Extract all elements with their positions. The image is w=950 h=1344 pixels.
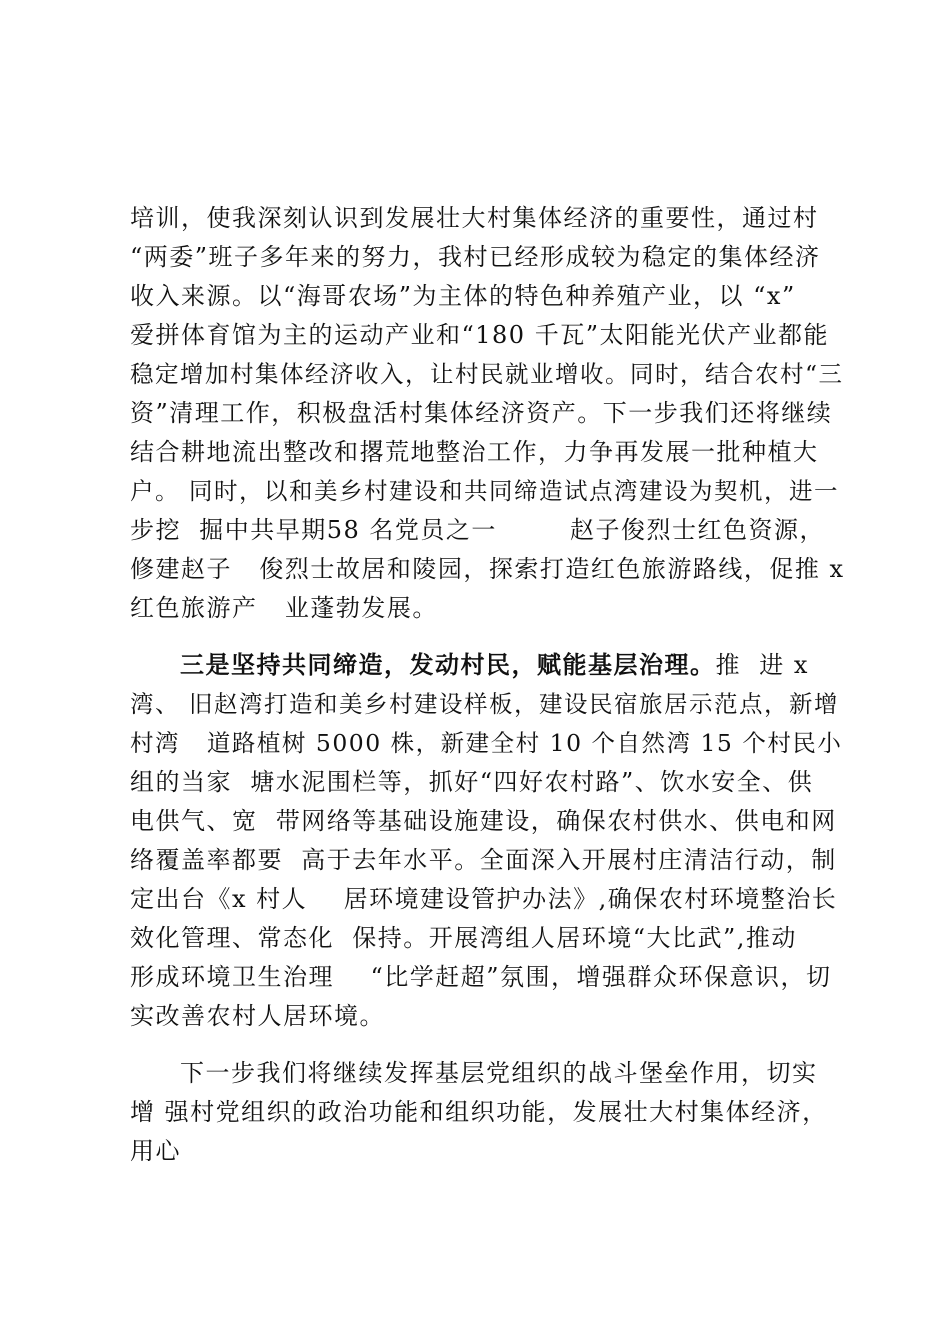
text-line: 湾、 旧赵湾打造和美乡村建设样板，建设民宿旅居示范点，新增 [130,690,839,718]
text-line: 修建赵子 俊烈士故居和陵园，探索打造红色旅游路线，促推 x [130,555,845,583]
text-line: 收入来源。以“海哥农场”为主体的特色种养殖产业，以 “x” [130,282,796,310]
text-line: 下一步我们将继续发挥基层党组织的战斗堡垒作用，切实 [180,1059,818,1087]
text-line: 络覆盖率都要 高于去年水平。全面深入开展村庄清洁行动，制 [130,846,837,874]
text-line: 实改善农村人居环境。 [130,1002,385,1030]
text-line: 增 强村党组织的政治功能和组织功能，发展壮大村集体经济， [130,1098,828,1126]
text-line: 培训，使我深刻认识到发展壮大村集体经济的重要性，通过村 [130,204,819,232]
text-run: 推 进 x [715,651,809,679]
text-line: 形成环境卫生治理 “比学赶超”氛围，增强群众环保意识，切 [130,963,832,991]
text-line: 步挖 掘中共早期58 名党员之一 赵子俊烈士红色资源， [130,516,825,544]
text-line: 组的当家 塘水泥围栏等，抓好“四好农村路”、饮水安全、供 [130,768,814,796]
text-line: 稳定增加村集体经济收入，让村民就业增收。同时，结合农村“三 [130,360,844,388]
text-line: 定出台《x 村人 居环境建设管护办法》,确保农村环境整治长 [130,885,838,913]
text-line: 户。 同时，以和美乡村建设和共同缔造试点湾建设为契机，进一 [130,477,839,505]
text-line: 电供气、宽 带网络等基础设施建设，确保农村供水、供电和网 [130,807,837,835]
text-line: 效化管理、常态化 保持。开展湾组人居环境“大比武”,推动 [130,924,797,952]
text-line: 结合耕地流出整改和撂荒地整治工作，力争再发展一批种植大 [130,438,819,466]
text-line: 红色旅游产 业蓬勃发展。 [130,594,438,622]
text-line [180,650,809,680]
text-line: 村湾 道路植树 5000 株，新建全村 10 个自然湾 15 个村民小 [130,729,843,757]
text-line: 爱拼体育馆为主的运动产业和“180 千瓦”太阳能光伏产业都能 [130,321,829,349]
text-line: “两委”班子多年来的努力，我村已经形成较为稳定的集体经济 [130,243,821,271]
paragraph-heading: 三是坚持共同缔造，发动村民，赋能基层治理。 [180,650,716,679]
text-line: 用心 [130,1137,181,1165]
text-line: 资”清理工作，积极盘活村集体经济资产。下一步我们还将继续 [130,399,833,427]
